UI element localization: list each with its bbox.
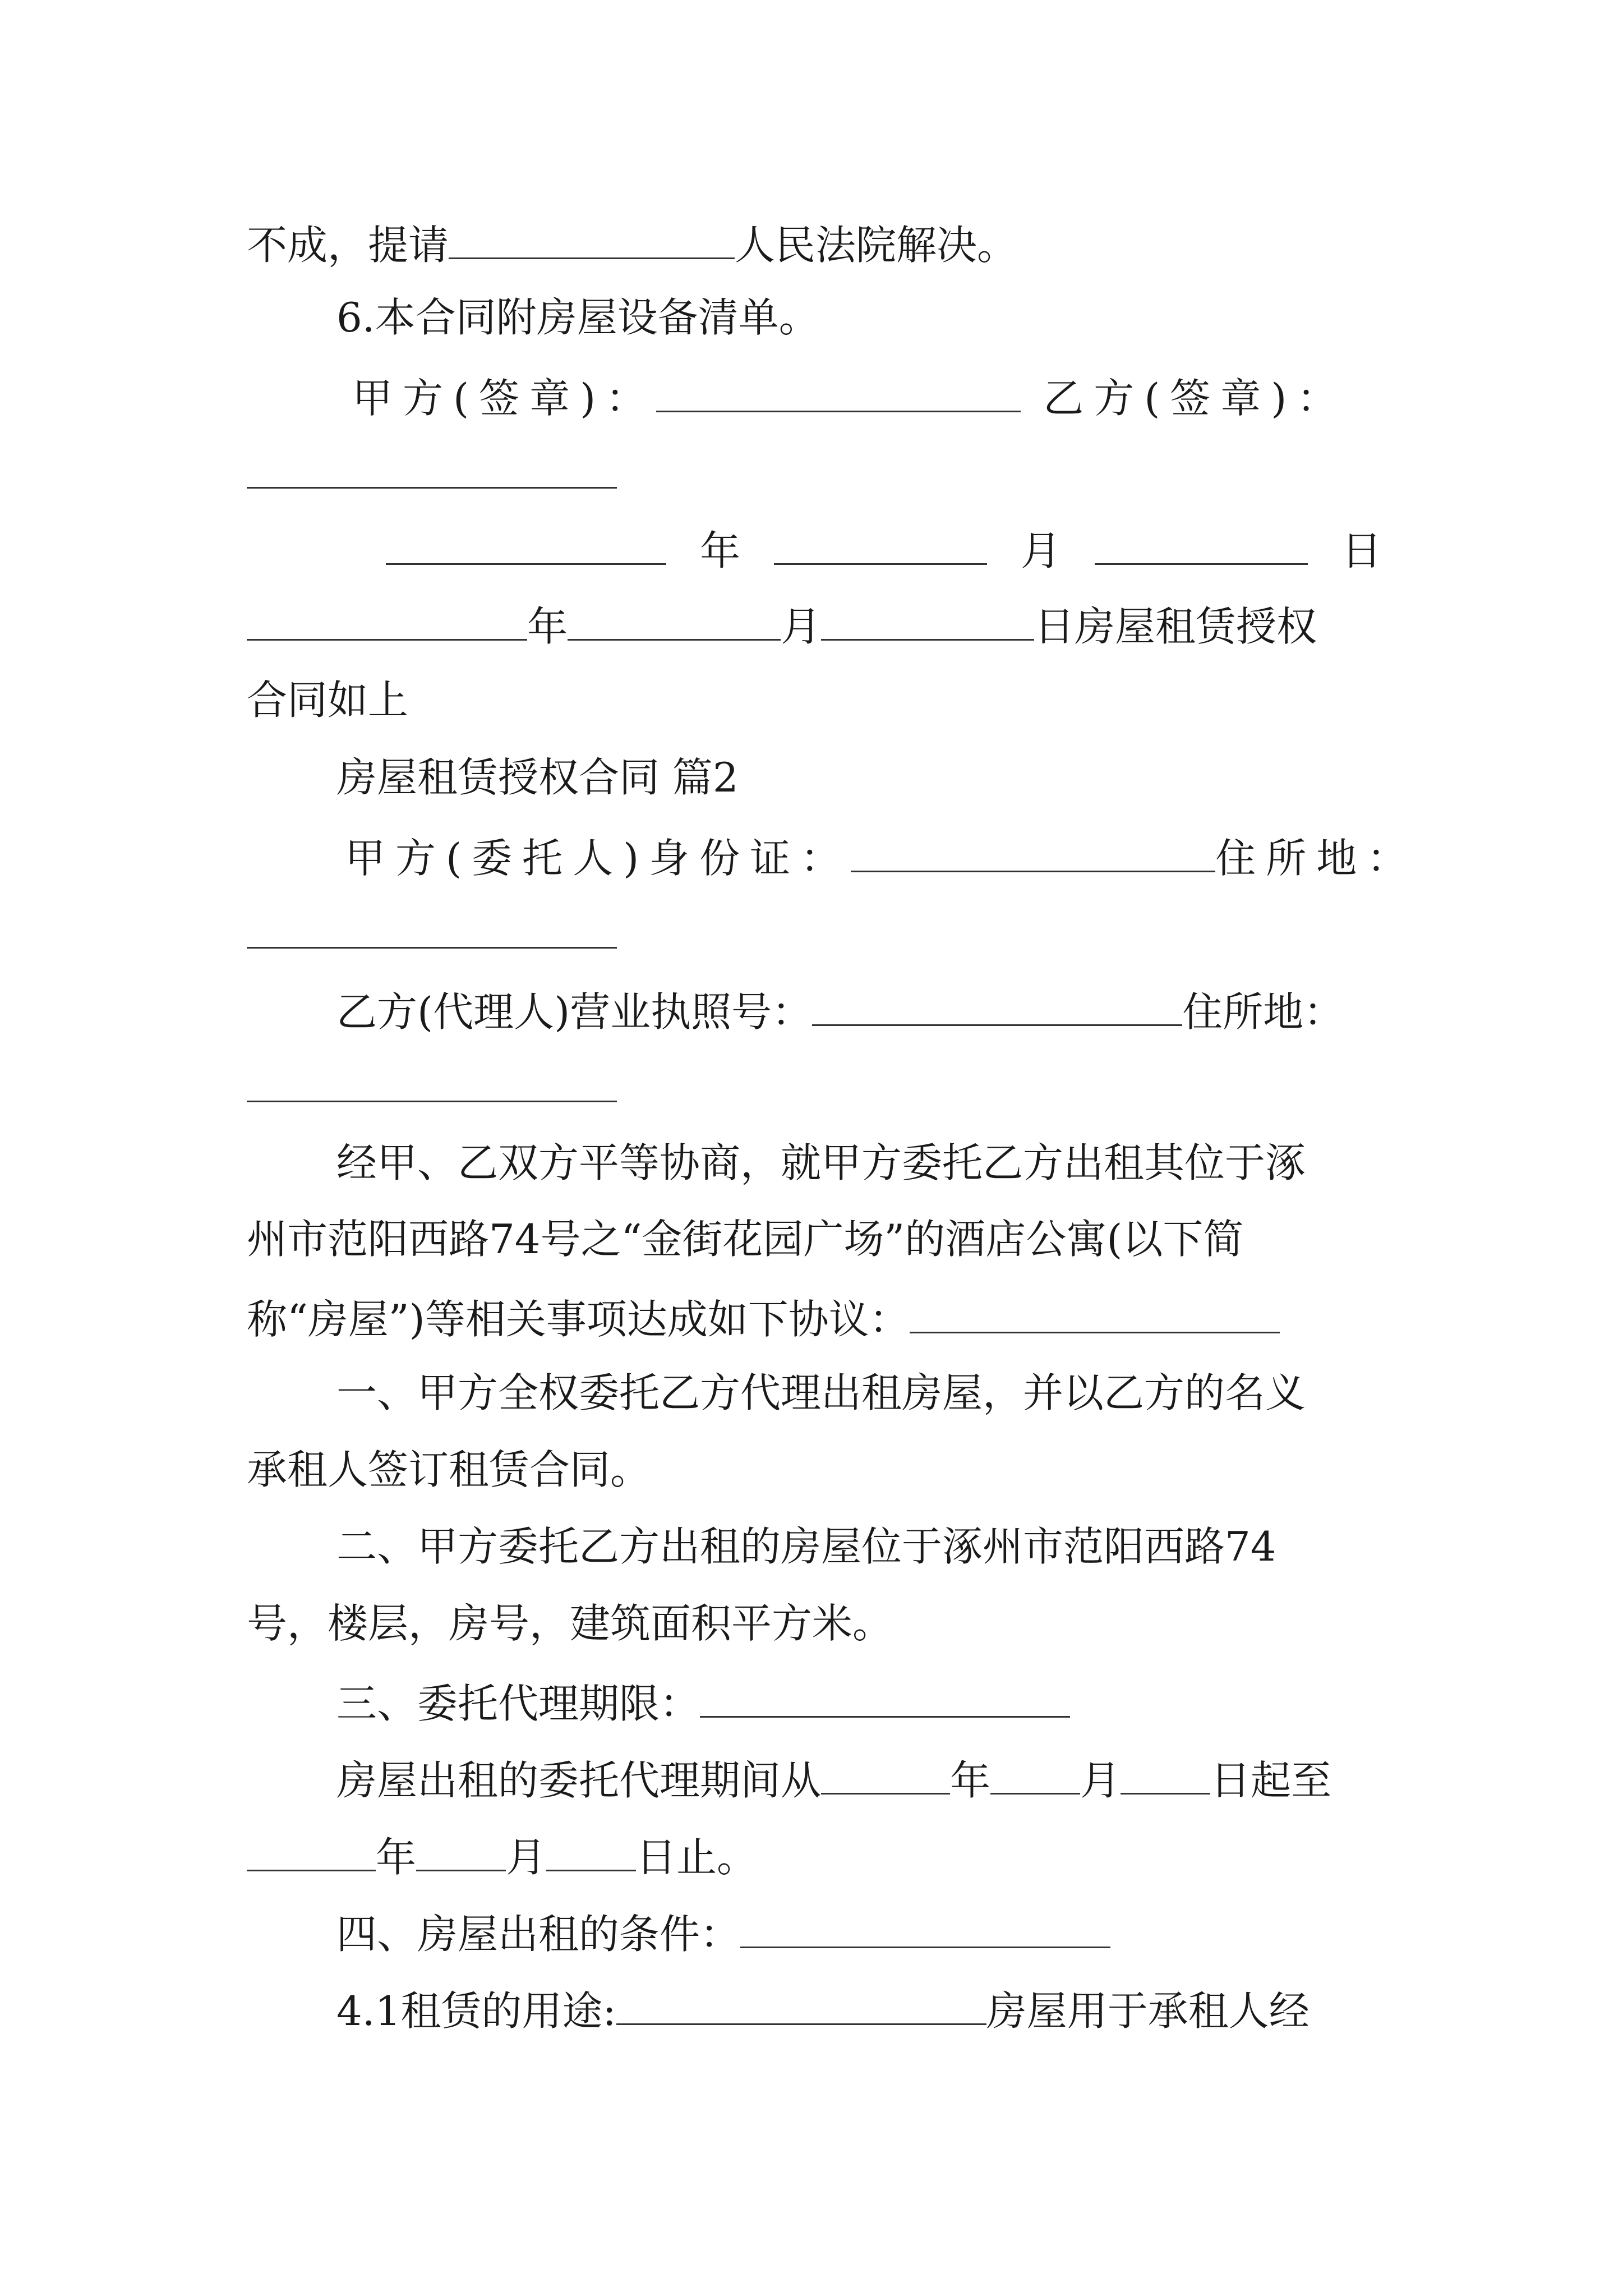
text-line xyxy=(247,1296,1280,1343)
party-a-id-label: 甲方(委托人)身份证： xyxy=(345,835,851,882)
text-segment: 不成，提请 xyxy=(247,222,449,269)
text-segment: 一、甲方全权委托乙方代理出租房屋，并以乙方的名义 xyxy=(336,1369,1306,1416)
fill-blank-start-day xyxy=(1121,1757,1210,1795)
heading-text: 房屋租赁授权合同 篇2 xyxy=(336,754,739,801)
text-segment: 房屋用于承租人经 xyxy=(986,1987,1310,2035)
year-label: 年 xyxy=(700,527,741,574)
section-heading xyxy=(336,754,739,801)
party-b-license-label: 乙方(代理人)营业执照号： xyxy=(336,988,813,1036)
text-segment: 人民法院解决。 xyxy=(735,222,1018,269)
text-line xyxy=(336,1369,1306,1416)
day-label: 日 xyxy=(1341,527,1382,574)
fill-blank-year xyxy=(386,527,666,565)
fill-blank-end-year xyxy=(247,1834,376,1871)
date-line xyxy=(386,527,1382,574)
text-line xyxy=(336,294,819,341)
text-line xyxy=(336,1523,1276,1570)
fill-blank-day xyxy=(1095,527,1308,565)
year-label: 年 xyxy=(527,603,568,650)
fill-blank-party-b-license xyxy=(812,988,1182,1026)
text-segment: 州市范阳西路74号之“金街花园广场”的酒店公寓(以下简 xyxy=(247,1216,1244,1263)
party-b-sign-label: 乙方(签章)： xyxy=(1043,375,1348,422)
text-segment: 日起至 xyxy=(1210,1757,1332,1804)
fill-blank-party-a-address xyxy=(247,947,617,949)
text-segment: 经甲、乙双方平等协商，就甲方委托乙方出租其位于涿 xyxy=(336,1139,1306,1186)
signature-line xyxy=(352,375,1348,422)
month-label: 月 xyxy=(781,603,822,650)
month-label: 月 xyxy=(1080,1757,1121,1804)
text-line xyxy=(247,677,409,724)
fill-blank-party-b-sign xyxy=(247,487,617,489)
text-segment: 日房屋租赁授权 xyxy=(1034,603,1317,650)
text-line xyxy=(247,222,1018,269)
period-line xyxy=(247,1834,758,1881)
month-label: 月 xyxy=(506,1834,547,1881)
text-segment: 房屋出租的委托代理期间从 xyxy=(336,1757,822,1804)
fill-blank-usage xyxy=(616,1987,986,2025)
fill-blank-court xyxy=(449,222,735,259)
fill-blank-month xyxy=(568,603,781,641)
party-a-line xyxy=(345,835,1418,882)
fill-blank-month xyxy=(774,527,987,565)
fill-blank-end-day xyxy=(546,1834,636,1871)
text-line xyxy=(336,1911,1110,1958)
text-segment: 三、委托代理期限： xyxy=(336,1680,700,1727)
fill-blank-start-year xyxy=(821,1757,950,1795)
text-line xyxy=(247,1216,1244,1263)
fill-blank-party-a-sign xyxy=(656,375,1021,412)
text-line xyxy=(336,1987,1310,2035)
party-b-address-label: 住所地： xyxy=(1182,988,1344,1036)
year-label: 年 xyxy=(950,1757,991,1804)
fill-blank-day xyxy=(821,603,1034,641)
text-segment: 号，楼层，房号，建筑面积平方米。 xyxy=(247,1600,893,1647)
text-segment: 承租人签订租赁合同。 xyxy=(247,1446,651,1493)
text-line xyxy=(336,1139,1306,1186)
year-label: 年 xyxy=(376,1834,417,1881)
text-segment: 日止。 xyxy=(636,1834,758,1881)
party-b-line xyxy=(336,988,1344,1036)
date-line xyxy=(247,603,1317,650)
fill-blank-party-b-address xyxy=(247,1101,617,1102)
text-segment: 四、房屋出租的条件： xyxy=(336,1911,741,1958)
fill-blank-agreement xyxy=(910,1296,1280,1333)
party-a-address-label: 住所地： xyxy=(1215,835,1418,882)
fill-blank-conditions xyxy=(740,1911,1110,1948)
month-label: 月 xyxy=(1021,527,1062,574)
text-segment: 称“房屋”)等相关事项达成如下协议： xyxy=(247,1296,910,1343)
text-line xyxy=(336,1680,1070,1727)
text-segment: 二、甲方委托乙方出租的房屋位于涿州市范阳西路74 xyxy=(336,1523,1276,1570)
text-line xyxy=(247,1600,893,1647)
text-segment: 4.1租赁的用途: xyxy=(336,1987,616,2035)
text-segment: 6.本合同附房屋设备清单。 xyxy=(336,294,819,341)
fill-blank-year xyxy=(247,603,527,641)
text-line xyxy=(247,1446,651,1493)
text-segment: 合同如上 xyxy=(247,677,409,724)
fill-blank-end-month xyxy=(416,1834,506,1871)
fill-blank-party-a-id xyxy=(851,835,1215,872)
fill-blank-term xyxy=(700,1680,1070,1718)
fill-blank-start-month xyxy=(990,1757,1080,1795)
period-line xyxy=(336,1757,1332,1804)
party-a-sign-label: 甲方(签章)： xyxy=(352,375,657,422)
